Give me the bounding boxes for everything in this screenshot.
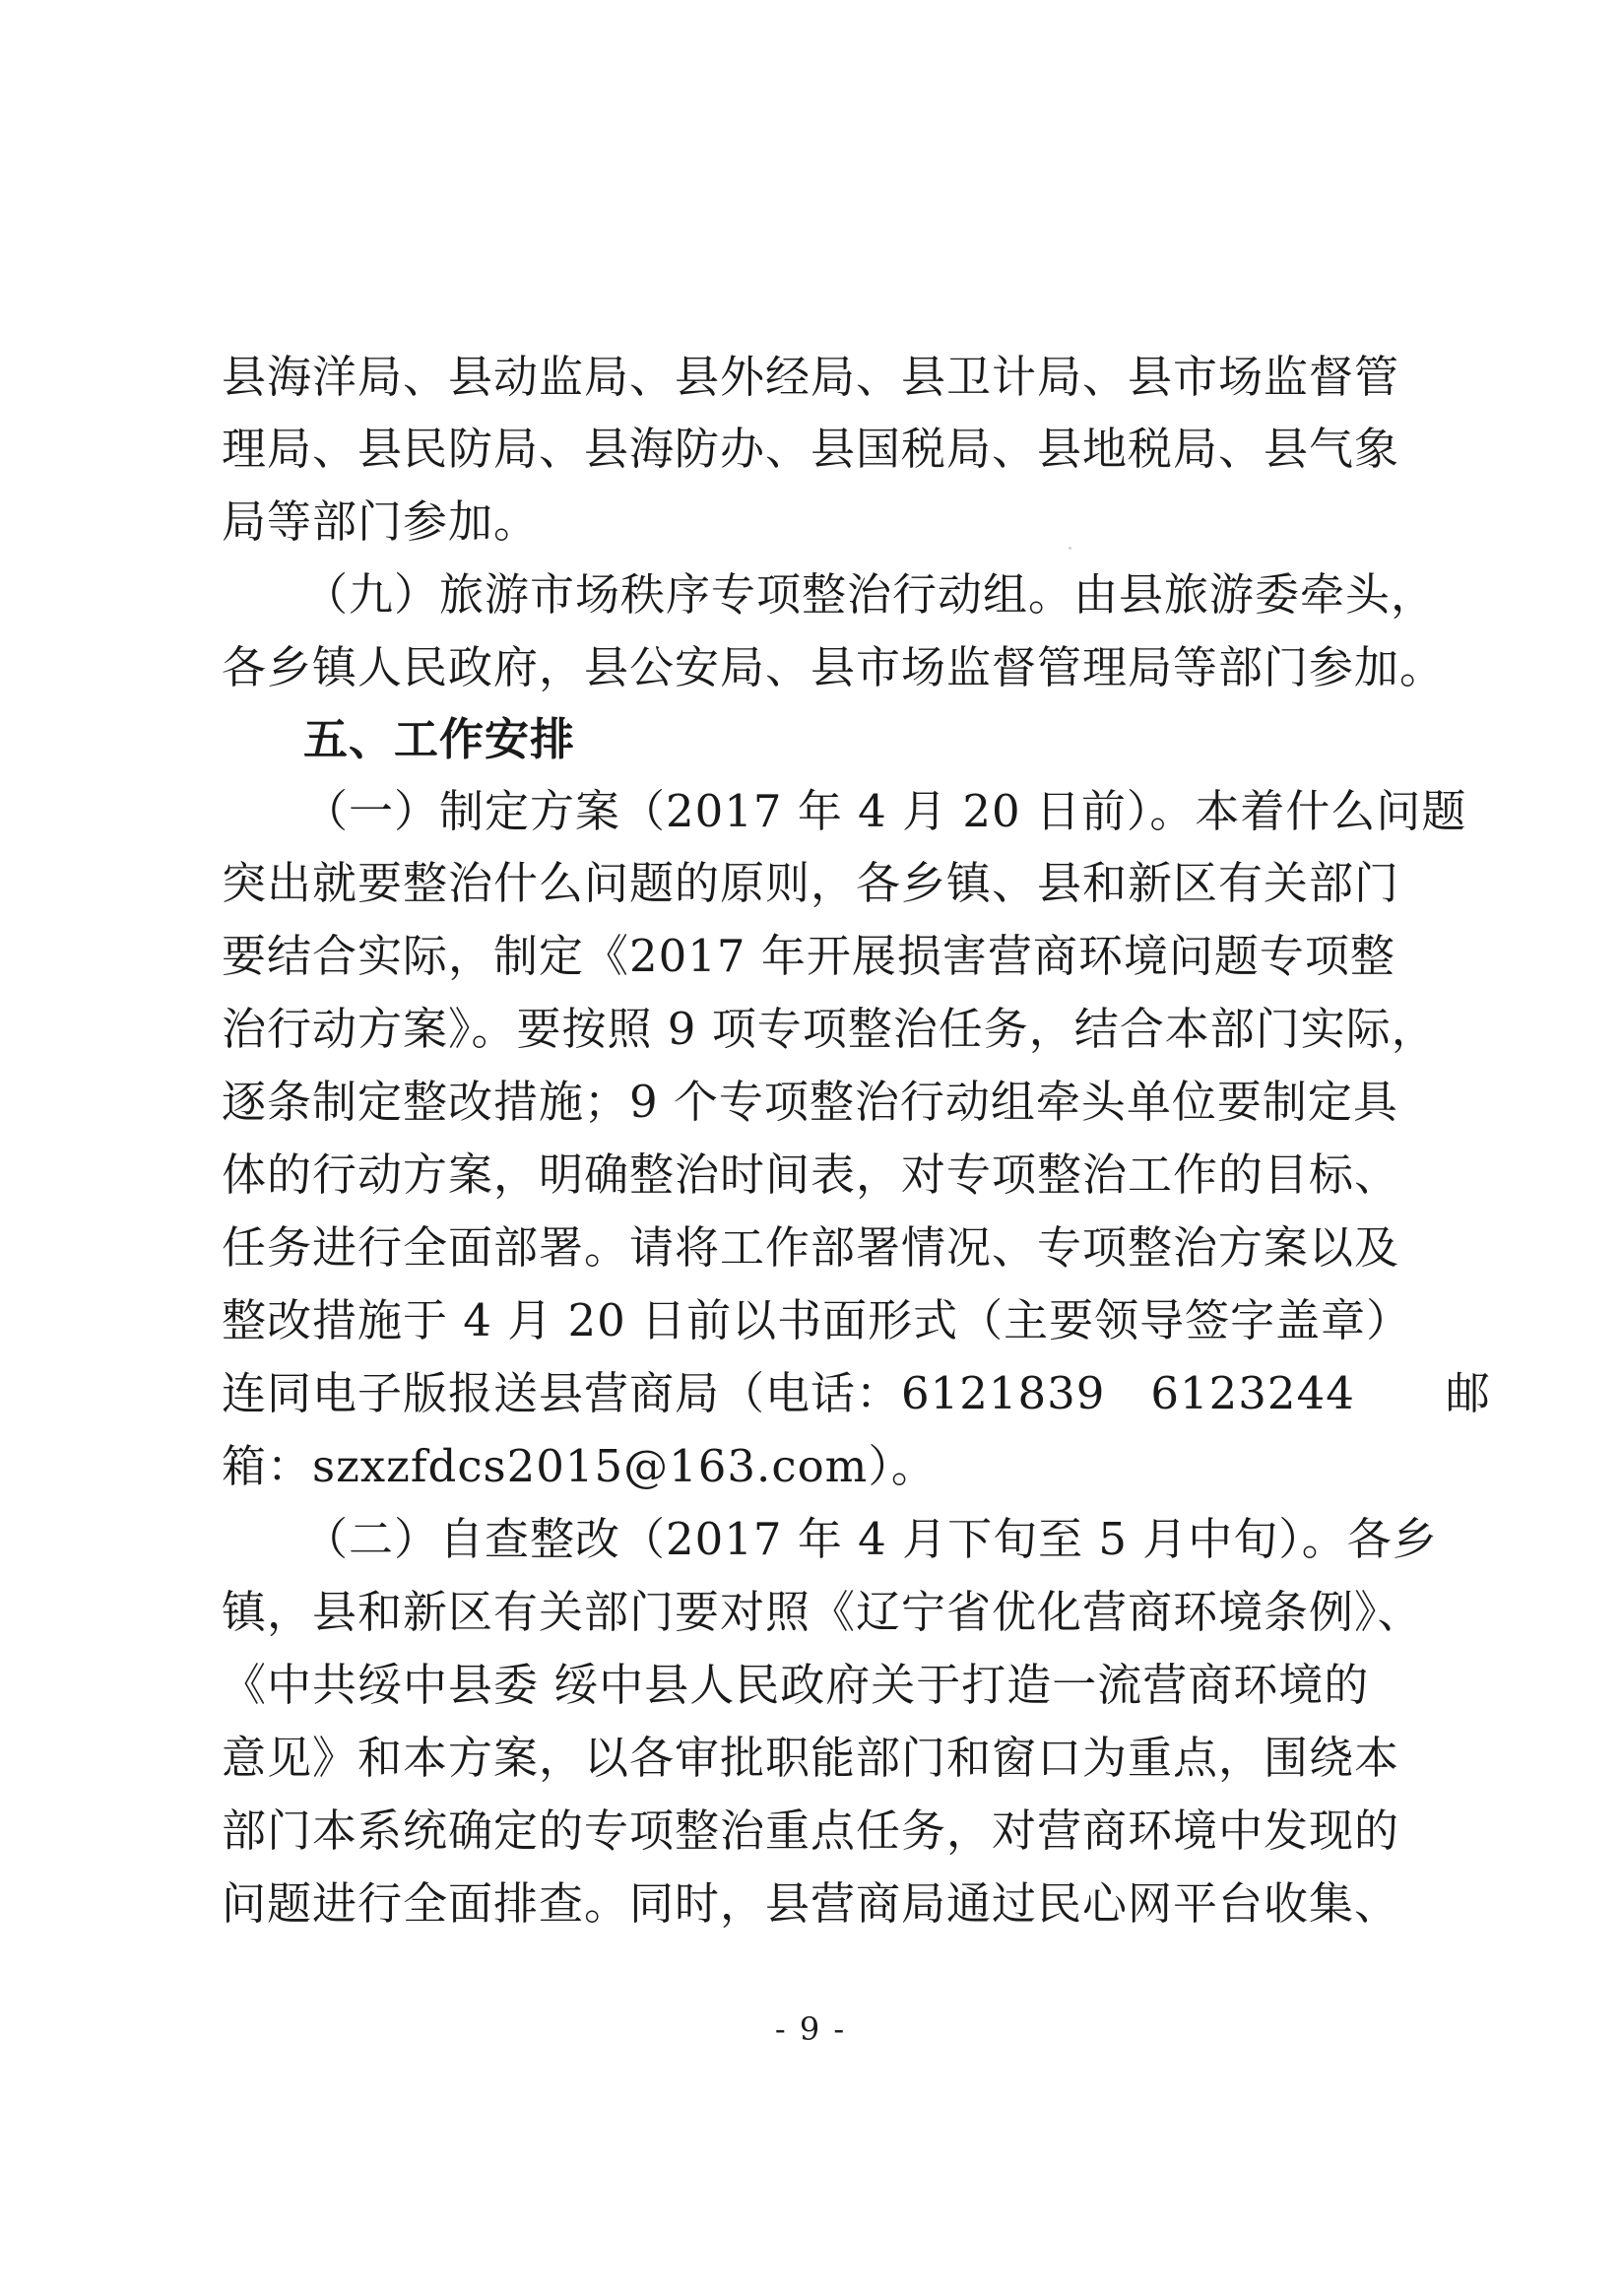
body-line-3: 局等部门参加。 xyxy=(222,495,540,548)
page-number: - 9 - xyxy=(774,2010,847,2048)
body-line-14: 整改措施于 4 月 20 日前以书面形式（主要领导签字盖章） xyxy=(222,1294,1412,1346)
body-line-18: 镇，县和新区有关部门要对照《辽宁省优化营商环境条例》、 xyxy=(222,1586,1423,1638)
body-line-12: 体的行动方案，明确整治时间表，对专项整治工作的目标、 xyxy=(222,1148,1400,1201)
body-line-11: 逐条制定整改措施；9 个专项整治行动组牵头单位要制定具 xyxy=(222,1076,1398,1128)
body-line-5: 各乡镇人民政府，县公安局、县市场监督管理局等部门参加。 xyxy=(222,641,1446,693)
body-line-13: 任务进行全面部署。请将工作部署情况、专项整治方案以及 xyxy=(222,1221,1400,1274)
body-line-10: 治行动方案》。要按照 9 项专项整治任务，结合本部门实际， xyxy=(222,1003,1437,1055)
body-line-9: 要结合实际，制定《2017 年开展损害营商环境问题专项整 xyxy=(222,930,1395,982)
body-line-15: 连同电子版报送县营商局（电话：6121839 6123244 邮 xyxy=(222,1367,1491,1419)
subsection-two-title-line: （二）自查整改（2017 年 4 月下旬至 5 月中旬）。各乡 xyxy=(303,1513,1438,1565)
body-line-8: 突出就要整治什么问题的原则，各乡镇、县和新区有关部门 xyxy=(222,857,1400,909)
email-line: 箱：szxzfdcs2015@163.com）。 xyxy=(222,1440,937,1492)
body-line-2: 理局、县民防局、县海防办、县国税局、县地税局、县气象 xyxy=(222,423,1400,475)
body-line-19: 《中共绥中县委 绥中县人民政府关于打造一流营商环境的 xyxy=(222,1659,1370,1711)
section-heading: 五、工作安排 xyxy=(303,713,576,765)
subsection-one-title-line: （一）制定方案（2017 年 4 月 20 日前）。本着什么问题 xyxy=(303,785,1467,837)
body-line-22: 问题进行全面排查。同时，县营商局通过民心网平台收集、 xyxy=(222,1877,1400,1930)
body-line-20: 意见》和本方案，以各审批职能部门和窗口为重点，围绕本 xyxy=(222,1732,1400,1784)
section-nine-title-line: （九）旅游市场秩序专项整治行动组。由县旅游委牵头， xyxy=(303,568,1437,621)
body-line-21: 部门本系统确定的专项整治重点任务，对营商环境中发现的 xyxy=(222,1804,1400,1857)
body-line-1: 县海洋局、县动监局、县外经局、县卫计局、县市场监督管 xyxy=(222,351,1400,403)
